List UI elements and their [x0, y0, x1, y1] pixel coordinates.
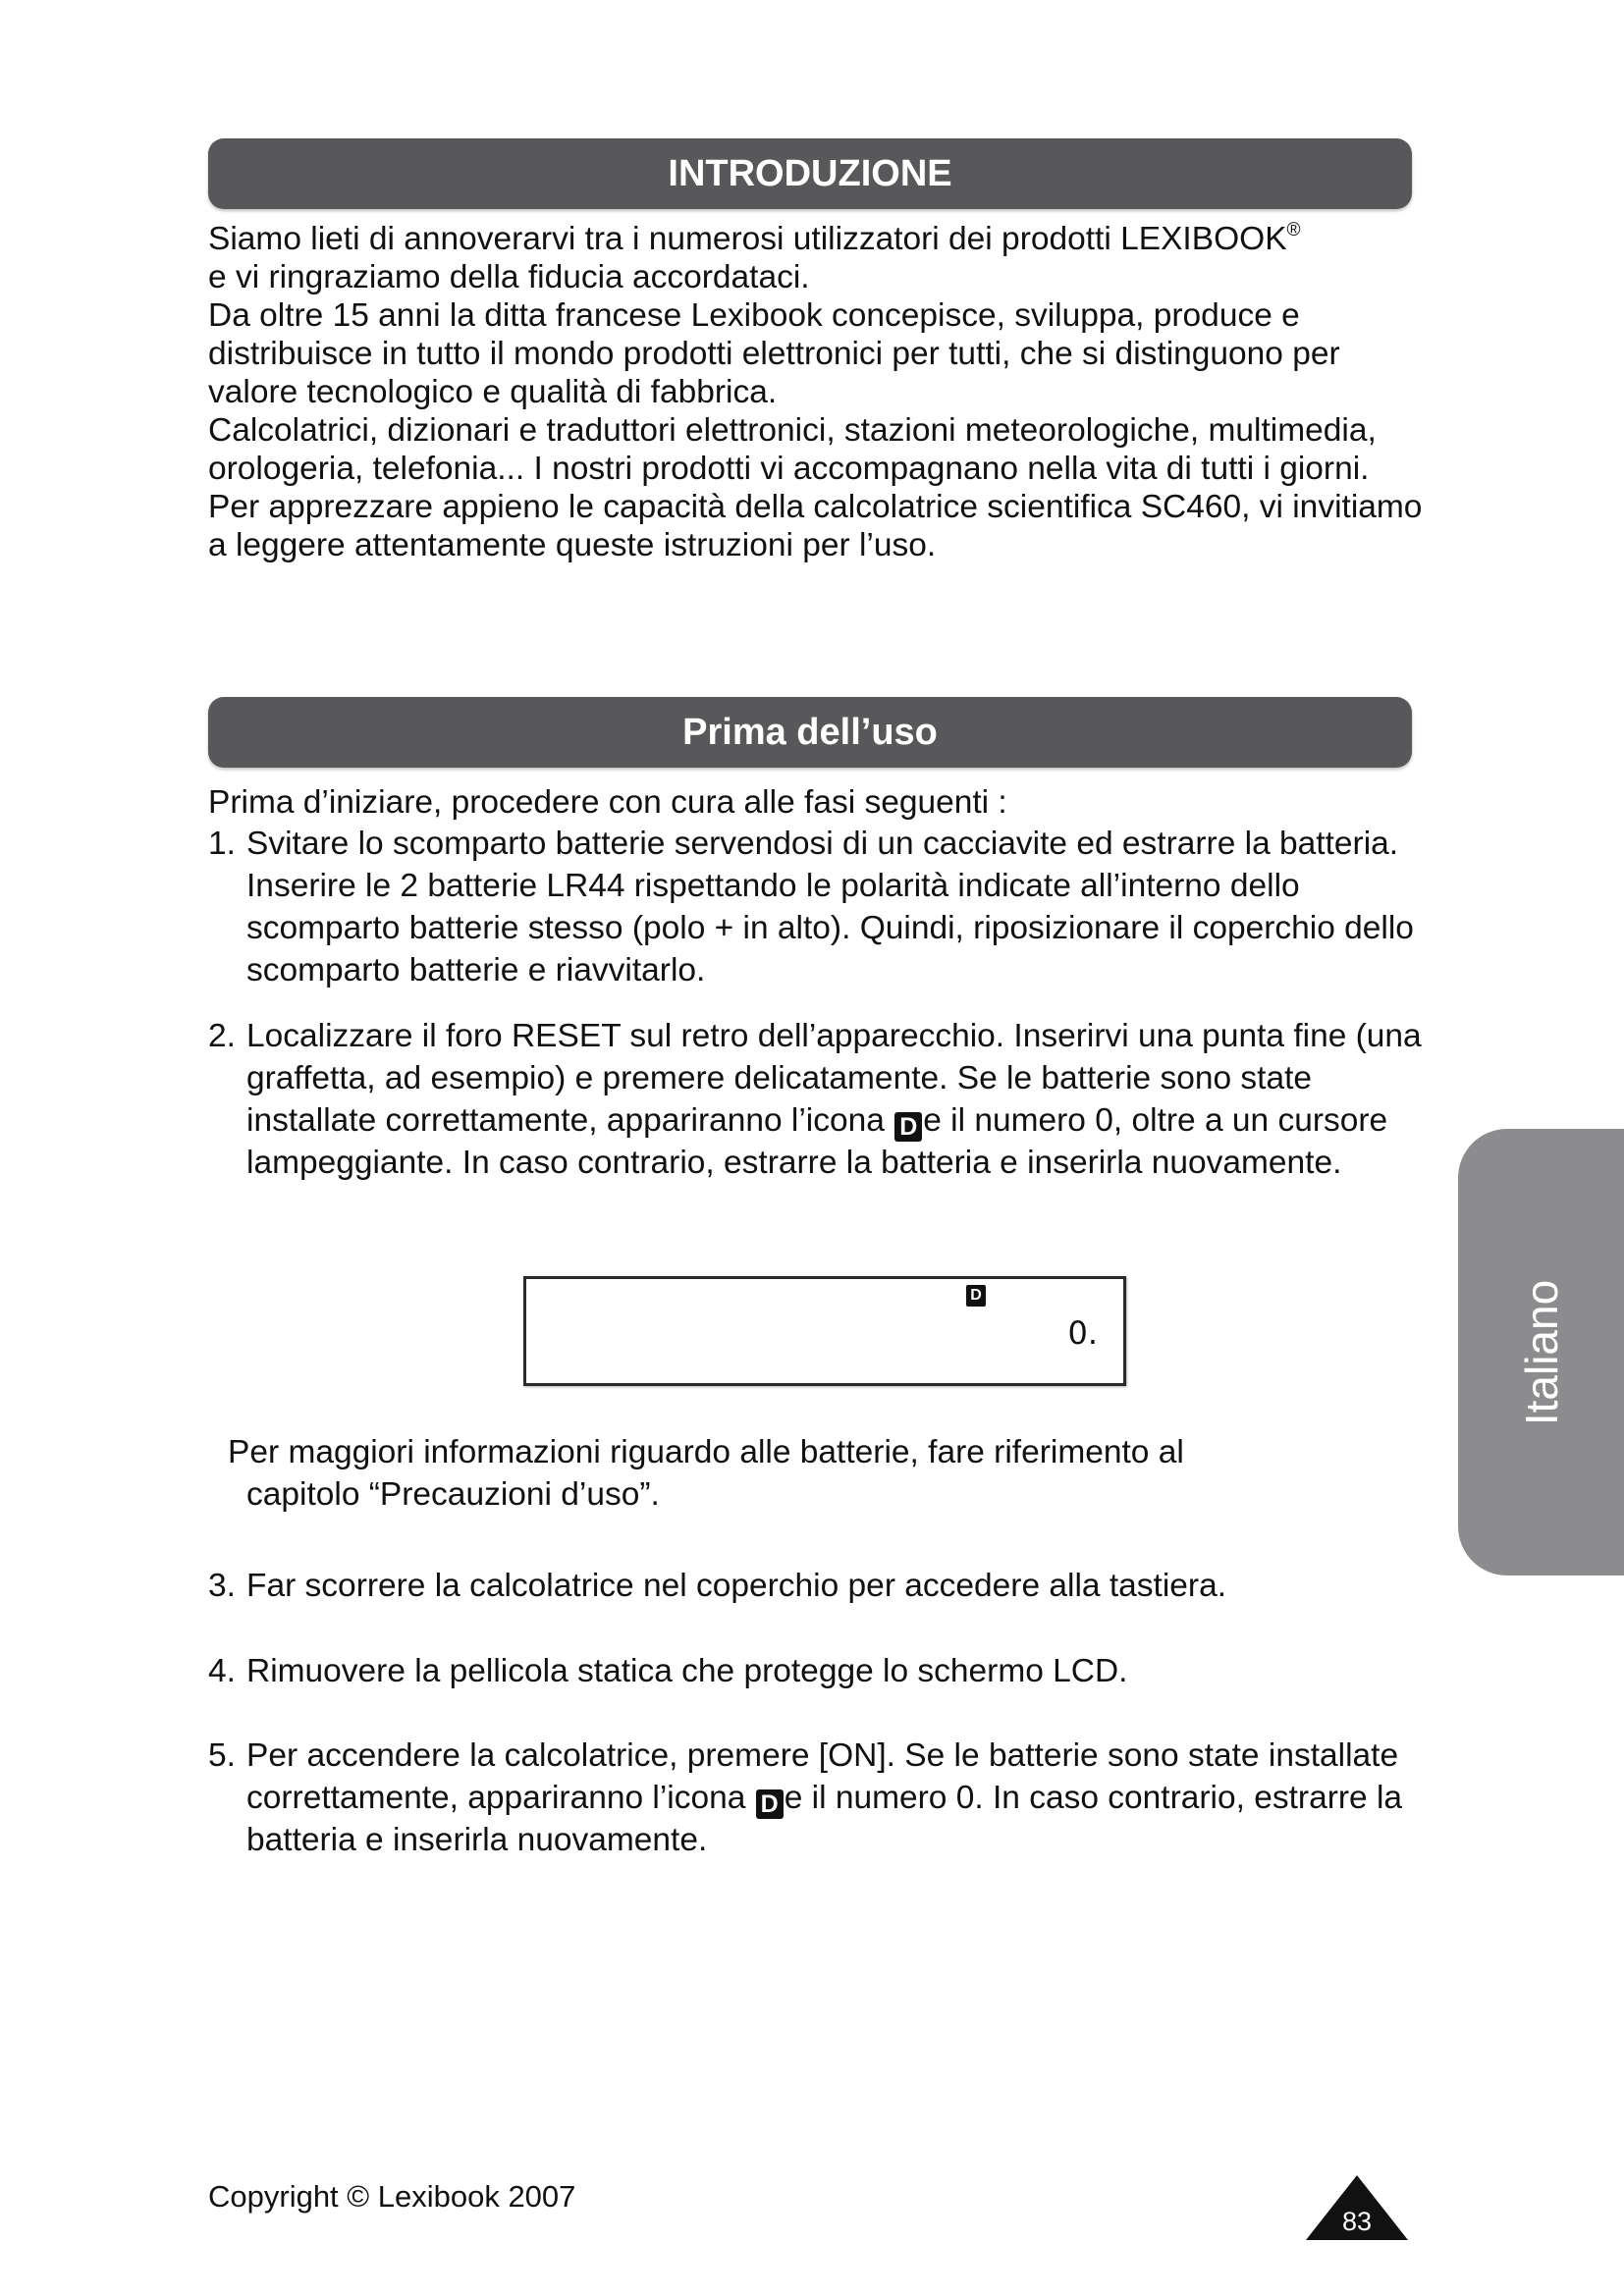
intro-p1-line2: e vi ringraziamo della fiducia accordataci. [208, 259, 810, 295]
battery-note-line2: capitolo “Precauzioni d’uso”. [246, 1476, 660, 1513]
step-item [208, 823, 1426, 991]
prima-section-header [208, 697, 1412, 768]
lcd-display-illustration [523, 1276, 1126, 1386]
step-number: 4. [208, 1653, 236, 1689]
lcd-degree-indicator-icon: D [966, 1285, 986, 1307]
intro-title: INTRODUZIONE [668, 153, 952, 194]
intro-paragraph-1 [208, 220, 1426, 296]
step-number: 3. [208, 1568, 236, 1604]
step-item [208, 1015, 1426, 1184]
step-text-before: Per accendere la calcolatrice, premere [ON]. Se le batterie sono state installate correttamente, appariranno l’icona [246, 1737, 1399, 1816]
step-text-after: e il numero 0, oltre a un cursore lampeggiante. In caso contrario, estrarre la batteria e inserirla nuovamente. [246, 1102, 1388, 1181]
copyright-text: Copyright © Lexibook 2007 [208, 2179, 576, 2214]
step-text-before: Localizzare il foro RESET sul retro dell’apparecchio. Inserirvi una punta fine (una graffetta, ad esempio) e premere delicatamente. Se le batterie sono state installate correttamente, appariranno l’icona [246, 1018, 1422, 1139]
page-number-badge [1306, 2175, 1408, 2240]
prima-title: Prima dell’uso [682, 712, 938, 753]
step-number: 1. [208, 826, 236, 862]
intro-paragraph-2: Da oltre 15 anni la ditta francese Lexibook concepisce, sviluppa, produce e distribuisce in tutto il mondo prodotti elettronici per tutti, che si distinguono per valore tecnologico e qualità di fabbrica. [208, 297, 1340, 410]
battery-note-line1: Per maggiori informazioni riguardo alle batterie, fare riferimento al [228, 1434, 1184, 1470]
degree-mode-icon: D [756, 1789, 784, 1819]
degree-mode-icon: D [894, 1112, 922, 1142]
language-side-tab [1458, 1129, 1624, 1575]
intro-text [208, 220, 1426, 564]
step-text [246, 1015, 1426, 1184]
step-item [208, 1565, 1426, 1607]
prima-lead-text: Prima d’iniziare, procedere con cura alle fasi seguenti : [208, 784, 1007, 821]
step-text: Rimuovere la pellicola statica che protegge lo schermo LCD. [246, 1653, 1128, 1689]
language-tab-label: Italiano [1515, 1279, 1567, 1425]
step-number: 5. [208, 1737, 236, 1774]
registered-mark: ® [1286, 220, 1301, 240]
intro-section-header [208, 138, 1412, 209]
intro-paragraph-3: Calcolatrici, dizionari e traduttori elettronici, stazioni meteorologiche, multimedia, orologeria, telefonia... I nostri prodotti vi accompagnano nella vita di tutti i giorni. [208, 412, 1377, 487]
lcd-value: 0. [1067, 1314, 1098, 1352]
intro-paragraph-4: Per apprezzare appieno le capacità della calcolatrice scientifica SC460, vi invitiamo a leggere attentamente queste istruzioni per l’uso. [208, 489, 1423, 563]
intro-p1-line1: Siamo lieti di annoverarvi tra i numerosi utilizzatori dei prodotti LEXIBOOK [208, 221, 1287, 257]
battery-note [228, 1431, 1406, 1516]
step-text: Far scorrere la calcolatrice nel coperchio per accedere alla tastiera. [246, 1568, 1227, 1604]
step-text-after: e il numero 0. In caso contrario, estrarre la batteria e inserirla nuovamente. [246, 1780, 1403, 1858]
page-number: 83 [1341, 2207, 1373, 2236]
step-text [246, 1735, 1426, 1861]
step-item [208, 1735, 1426, 1861]
step-number: 2. [208, 1018, 236, 1054]
step-text: Svitare lo scomparto batterie servendosi di un cacciavite ed estrarre la batteria. Inserire le 2 batterie LR44 rispettando le polarità indicate all’interno dello scomparto batterie stesso (polo + in alto). Quindi, riposizionare il coperchio dello scomparto batterie e riavvitarlo. [246, 826, 1414, 988]
step-item [208, 1650, 1426, 1692]
